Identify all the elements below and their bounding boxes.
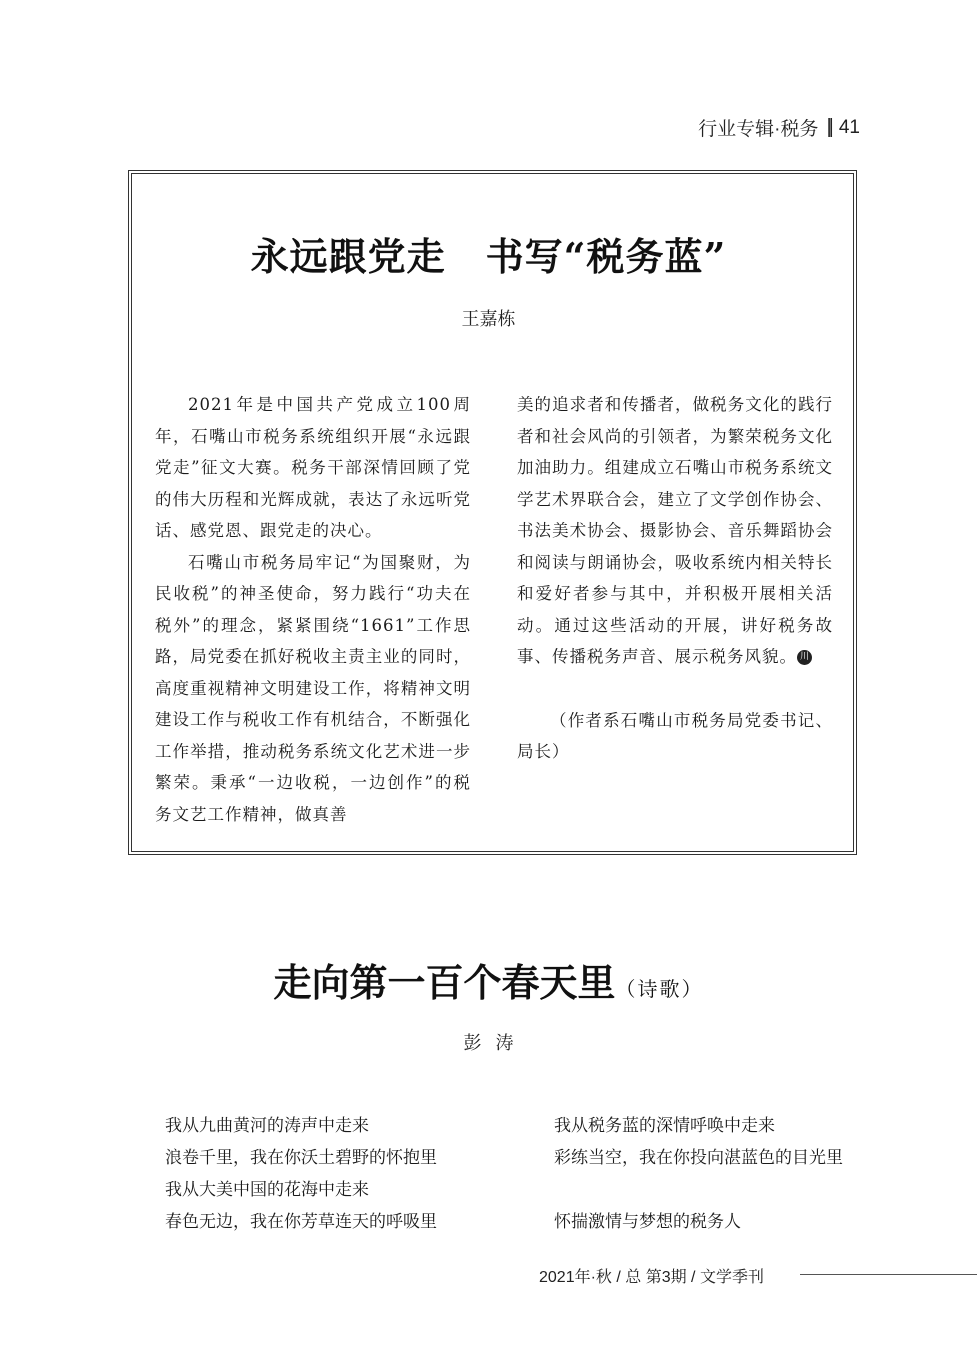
poem-line: 我从九曲黄河的涛声中走来 bbox=[165, 1116, 369, 1136]
article2-title bbox=[0, 952, 977, 1007]
article1-author: 王嘉栋 bbox=[461, 309, 516, 329]
poem-line: 怀揣激情与梦想的税务人 bbox=[554, 1212, 741, 1232]
paragraph: 2021年是中国共产党成立100周年，石嘴山市税务系统组织开展“永远跟党走”征文大赛。税务干部深情回顾了党的伟大历程和光辉成就，表达了永远听党话、感党恩、跟党走的决心。 bbox=[155, 395, 471, 540]
article1-title-part1: 永远跟党走 bbox=[250, 234, 446, 279]
header-separator: || bbox=[826, 116, 831, 138]
footer-rule bbox=[800, 1274, 977, 1275]
article1-right-column bbox=[517, 389, 833, 768]
article2-author: 彭涛 bbox=[463, 1033, 528, 1053]
poem-line: 彩练当空，我在你投向湛蓝色的目光里 bbox=[554, 1148, 843, 1168]
running-footer bbox=[539, 1264, 764, 1287]
poem-line: 我从税务蓝的深情呼唤中走来 bbox=[554, 1116, 775, 1136]
running-header bbox=[698, 114, 860, 141]
poem-left-column bbox=[165, 1110, 437, 1238]
poem-line: 我从大美中国的花海中走来 bbox=[165, 1180, 369, 1200]
section-name: 行业专辑·税务 bbox=[698, 119, 819, 140]
author-byline: （作者系石嘴山市税务局党委书记、局长） bbox=[517, 710, 833, 761]
continuation-text: 美的追求者和传播者，做税务文化的践行者和社会风尚的引领者，为繁荣税务文化加油助力。组建成立石嘴山市税务系统文学艺术界联合会，建立了文学创作协会、书法美术协会、摄影协会、音乐舞蹈协会和阅读与朗诵协会，吸收系统内相关特长和爱好者参与其中，并积极开展相关活动。通过这些活动的开展，讲好税务故事、传播税务声音、展示税务风貌。 bbox=[517, 395, 833, 666]
issue-info: 2021年·秋 / 总 第3期 / 文学季刊 bbox=[539, 1269, 764, 1286]
poem-right-column bbox=[554, 1110, 843, 1238]
poem-genre: （诗歌） bbox=[615, 979, 704, 1001]
poem-line: 春色无边，我在你芳草连天的呼吸里 bbox=[165, 1212, 437, 1232]
poem-line bbox=[554, 1174, 843, 1206]
end-mark-icon: 川 bbox=[797, 650, 812, 665]
article1-left-column bbox=[155, 389, 471, 830]
poem-line: 浪卷千里，我在你沃土碧野的怀抱里 bbox=[165, 1148, 437, 1168]
article1-title-part2: 书写“税务蓝” bbox=[485, 234, 727, 279]
poem-title: 走向第一百个春天里 bbox=[273, 960, 616, 1005]
article1-title bbox=[0, 226, 977, 281]
paragraph: 石嘴山市税务局牢记“为国聚财，为民收税”的神圣使命，努力践行“功夫在税外”的理念，紧紧围绕“1661”工作思路，局党委在抓好税收主责主业的同时，高度重视精神文明建设工作，将精神文明建设工作与税收工作有机结合，不断强化工作举措，推动税务系统文化艺术进一步繁荣。秉承“一边收税，一边创作”的税务文艺工作精神，做真善 bbox=[155, 552, 471, 824]
page-number: 41 bbox=[838, 116, 860, 138]
paragraph-continuation bbox=[517, 389, 833, 673]
